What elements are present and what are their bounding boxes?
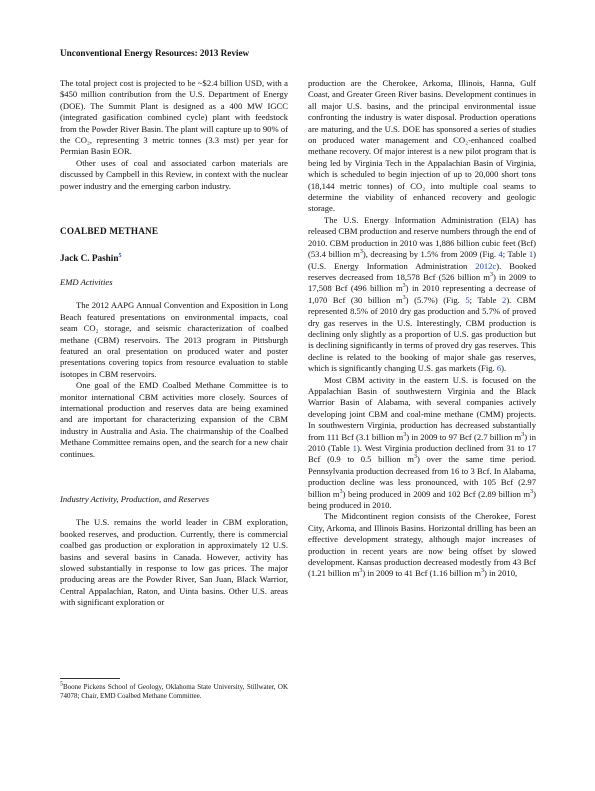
table-link[interactable]: 1	[352, 443, 357, 453]
paragraph: Other uses of coal and associated carbon materials are discussed by Campbell in this Review, in context with the nuclear power industry and the emerging carbon industry.	[60, 157, 288, 191]
author-name: Jack C. Pashin	[60, 253, 119, 264]
paragraph: The Midcontinent region consists of the Cherokee, Forest City, Arkoma, and Illinois Basins. Horizontal drilling has been an effective development strategy, although major increases of production in recent years are now being offset by slowed development. Kansas production decreased modestly from 43 Bcf (1.21 billion $m^3$) in 2009 to 41 Bcf (1.16 billion $m^3$) in 2010,	[308, 511, 536, 579]
right-column	[308, 78, 536, 580]
paragraph: The U.S. remains the world leader in CBM exploration, booked reserves, and production. Currently, there is commercial coalbed gas production or exploration in approximately 12 U.S. basins and several basins in Canada. However, activity has slowed substantially in response to low gas prices. The major producing areas are the Powder River, San Juan, Black Warrior, Central Appalachian, Raton, and Uinta basins. Other U.S. areas with significant exploration or	[60, 517, 288, 608]
section-title: COALBED METHANE	[60, 226, 159, 237]
running-head: Unconventional Energy Resources: 2013 Review	[60, 48, 250, 58]
figure-link[interactable]: 6	[496, 363, 502, 374]
subsection-title: EMD Activities	[60, 276, 113, 287]
figure-link[interactable]: 4	[498, 249, 503, 260]
subsection-title: Industry Activity, Production, and Reserves	[60, 493, 209, 504]
figure-link[interactable]: 5	[465, 294, 470, 305]
footnote-divider	[60, 678, 120, 679]
table-link[interactable]: 2	[502, 294, 507, 305]
footnote	[60, 683, 288, 702]
paragraph: The U.S. Energy Information Administration (EIA) has released CBM production and reserve numbers through the end of 2010. CBM production in 2010 was 1,886 billion cubic feet (Bcf) (53.4 billion $m^3$), decreasing by 1.5% from 2009 (Fig. 4; Table 1) (U.S. Energy Information Administration 2012c). Booked reserves decreased from 18,578 Bcf (526 billion $m^3$) in 2009 to 17,508 Bcf (496 billion $m^3$) in 2010 representing a decrease of 1,070 Bcf (30 billion $m^3$) (5.7%) (Fig. 5; Table 2). CBM represented 8.5% of 2010 dry gas production and 5.7% of proved dry gas reserves in the U.S. Interestingly, CBM production is declining only slightly as a proportion of U.S. gas production but is declining significantly in terms of proved dry gas reserves. This decline is related to the booking of major shale gas reserves, which is significantly changing U.S. gas markets (Fig. 6).	[308, 214, 537, 374]
footnote-mark: 5	[60, 681, 63, 688]
left-column	[60, 78, 288, 609]
paragraph: One goal of the EMD Coalbed Methane Committee is to monitor international CBM activities more closely. Sources of international production and reserves data are being examined and are important for characterizing expansion of the CBM industry in Australia and Asia. The chairmanship of the Coalbed Methane Committee remains open, and the search for a new chair continues.	[60, 380, 288, 459]
reference-link[interactable]: 2012c	[475, 260, 497, 271]
table-link[interactable]: 1	[528, 249, 534, 260]
paragraph: The 2012 AAPG Annual Convention and Exposition in Long Beach featured presentations on environmental impacts, coal seam CO₂ storage, and seismic characterization of coalbed methane (CBM) reservoirs. The 2013 program in Pittsburgh featured an oral presentation on produced water and poster presentations covering topics from resource evaluation to stable isotopes in CBM reservoirs.	[60, 300, 288, 379]
author-byline	[60, 253, 288, 264]
author-footnote-link[interactable]: 5	[118, 253, 122, 260]
paragraph: Most CBM activity in the eastern U.S. is focused on the Appalachian Basin of southwestern Virginia and the Black Warrior Basin of Alabama, with several companies actively developing joint CBM and coal-mine methane (CMM) projects. In southwestern Virginia, production has decreased substantially from 111 Bcf (3.1 billion $m^3$) in 2009 to 97 Bcf (2.7 billion $m^3$) in 2010 (Table 1). West Virginia production declined from 31 to 17 Bcf (0.9 to 0.5 billion $m^3$) over the same time period. Pennsylvania production decreased from 16 to 3 Bcf. In Alabama, production decline was less pronounced, with 105 Bcf (2.97 billion $m^3$) being produced in 2009 and 102 Bcf (2.89 billion $m^3$) being produced in 2010.	[308, 374, 536, 511]
paragraph: production are the Cherokee, Arkoma, Illinois, Hanna, Gulf Coast, and Greater Green River basins. Development continues in all major U.S. basins, and the principal environmental issue confronting the industry is water disposal. Production operations are maturing, and the U.S. DOE has sponsored a series of studies on produced water management and CO₂-enhanced coalbed methane recovery. Of major interest is a new pilot program that is being led by Virginia Tech in the Appalachian Basin of Virginia, which is scheduled to begin injection of up to 20,000 short tons (18,144 metric tonnes) of CO₂ into multiple coal seams to determine the viability of enhanced recovery and geologic storage.	[308, 78, 536, 214]
paragraph: The total project cost is projected to be ~$2.4 billion USD, with a $450 million contribution from the U.S. Department of Energy (DOE). The Summit Plant is designed as a 400 MW IGCC (integrated gasification combined cycle) plant with feedstock from the Powder River Basin. The plant will capture up to 90% of the CO₂, representing 3 metric tonnes (3.3 mst) per year for Permian Basin EOR.	[60, 78, 288, 157]
footnote-text: Boone Pickens School of Geology, Oklahoma State University, Stillwater, OK 74078; Chair, EMD Coalbed Methane Committee.	[60, 683, 288, 701]
